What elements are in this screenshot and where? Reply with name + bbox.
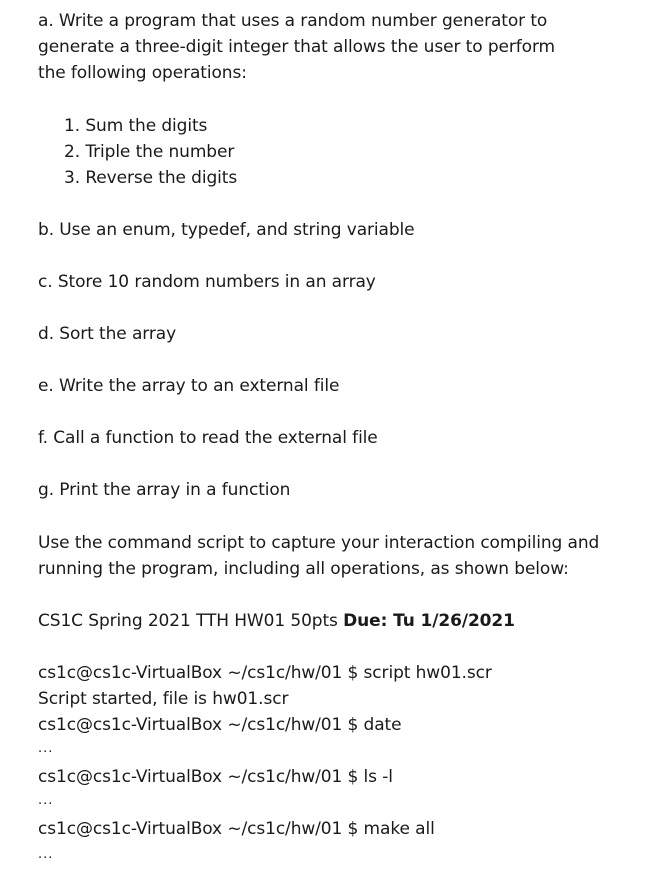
terminal-ellipsis-1: ... (38, 741, 54, 756)
item-g: g. Print the array in a function (38, 480, 291, 500)
item-f: f. Call a function to read the external file (38, 428, 378, 448)
item-e: e. Write the array to an external file (38, 376, 340, 396)
operation-item-sum: 1. Sum the digits (64, 116, 208, 136)
due-label: Due: (343, 611, 388, 631)
item-d: d. Sort the array (38, 324, 177, 344)
intro-line-1: a. Write a program that uses a random number generator to (38, 11, 548, 31)
intro-line-2: generate a three-digit integer that allows the user to perform (38, 37, 555, 57)
terminal-command-make: cs1c@cs1c-VirtualBox ~/cs1c/hw/01 $ make all (38, 819, 435, 839)
terminal-command-script: cs1c@cs1c-VirtualBox ~/cs1c/hw/01 $ script hw01.scr (38, 663, 492, 683)
intro-line-3: the following operations: (38, 63, 247, 83)
course-text: CS1C Spring 2021 TTH HW01 50pts (38, 611, 344, 631)
terminal-command-date: cs1c@cs1c-VirtualBox ~/cs1c/hw/01 $ date (38, 715, 402, 735)
instruction-line-2: running the program, including all operations, as shown below: (38, 559, 569, 579)
course-header (38, 608, 515, 634)
terminal-ellipsis-3: ... (38, 847, 54, 862)
due-date: Tu 1/26/2021 (387, 611, 515, 631)
operation-item-reverse: 3. Reverse the digits (64, 168, 238, 188)
terminal-command-ls: cs1c@cs1c-VirtualBox ~/cs1c/hw/01 $ ls -l (38, 767, 393, 787)
instruction-line-1: Use the command script to capture your interaction compiling and (38, 533, 600, 553)
operation-item-triple: 2. Triple the number (64, 142, 235, 162)
item-b: b. Use an enum, typedef, and string variable (38, 220, 415, 240)
terminal-output-script-started: Script started, file is hw01.scr (38, 689, 289, 709)
terminal-ellipsis-2: ... (38, 793, 54, 808)
item-c: c. Store 10 random numbers in an array (38, 272, 376, 292)
